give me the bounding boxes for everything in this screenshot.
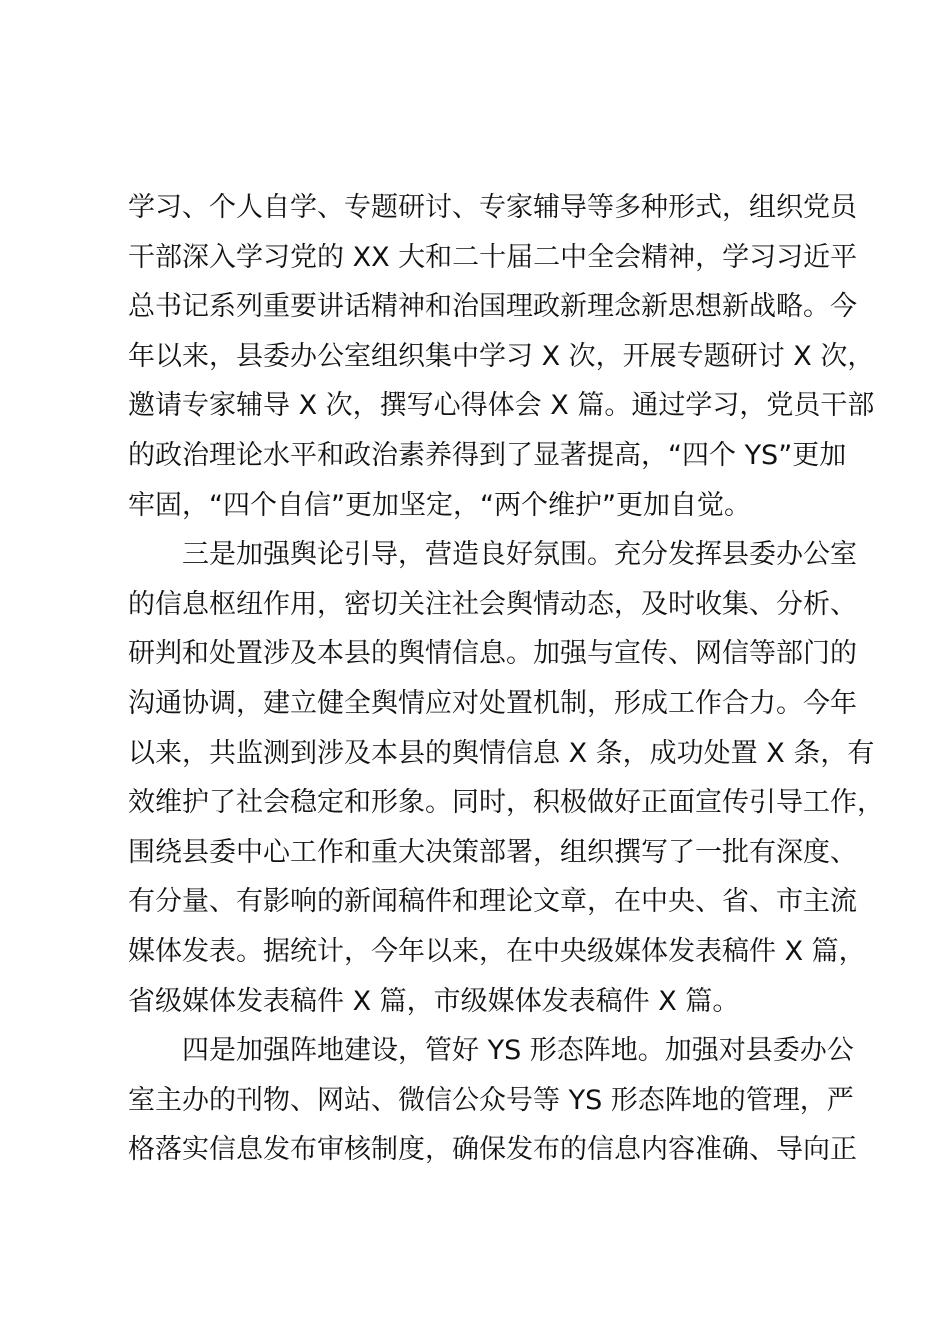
text-line: 省级媒体发表稿件 X 篇，市级媒体发表稿件 X 篇。 [128, 985, 740, 1017]
text-line: 年以来，县委办公室组织集中学习 X 次，开展专题研讨 X 次， [128, 340, 875, 372]
text-line: 研判和处置涉及本县的舆情信息。加强与宣传、网信等部门的 [128, 638, 857, 670]
paragraph-start-line: 三是加强舆论引导，营造良好氛围。充分发挥县委办公室 [182, 539, 857, 571]
text-line: 的政治理论水平和政治素养得到了显著提高，“四个 YS”更加 [128, 439, 847, 471]
text-line: 牢固，“四个自信”更加坚定，“两个维护”更加自觉。 [128, 489, 751, 521]
document-body [128, 183, 884, 1175]
paragraph-start-line: 四是加强阵地建设，管好 YS 形态阵地。加强对县委办公 [182, 1035, 854, 1067]
text-line: 围绕县委中心工作和重大决策部署，组织撰写了一批有深度、 [128, 836, 857, 868]
text-line: 有分量、有影响的新闻稿件和理论文章，在中央、省、市主流 [128, 886, 857, 918]
text-line: 干部深入学习党的 XX 大和二十届二中全会精神，学习习近平 [128, 241, 858, 273]
text-line: 总书记系列重要讲话精神和治国理政新理念新思想新战略。今 [128, 291, 857, 323]
text-line: 格落实信息发布审核制度，确保发布的信息内容准确、导向正 [128, 1134, 857, 1166]
text-line: 的信息枢纽作用，密切关注社会舆情动态，及时收集、分析、 [128, 588, 857, 620]
text-line: 沟通协调，建立健全舆情应对处置机制，形成工作合力。今年 [128, 687, 857, 719]
text-line: 室主办的刊物、网站、微信公众号等 YS 形态阵地的管理，严 [128, 1084, 854, 1116]
text-line: 学习、个人自学、专题研讨、专家辅导等多种形式，组织党员 [128, 192, 857, 223]
text-line: 效维护了社会稳定和形象。同时，积极做好正面宣传引导工作， [128, 787, 884, 819]
text-line: 媒体发表。据统计，今年以来，在中央级媒体发表稿件 X 篇， [128, 935, 866, 967]
text-line: 邀请专家辅导 X 次，撰写心得体会 X 篇。通过学习，党员干部 [128, 390, 875, 422]
text-line: 以来，共监测到涉及本县的舆情信息 X 条，成功处置 X 条，有 [128, 737, 875, 769]
